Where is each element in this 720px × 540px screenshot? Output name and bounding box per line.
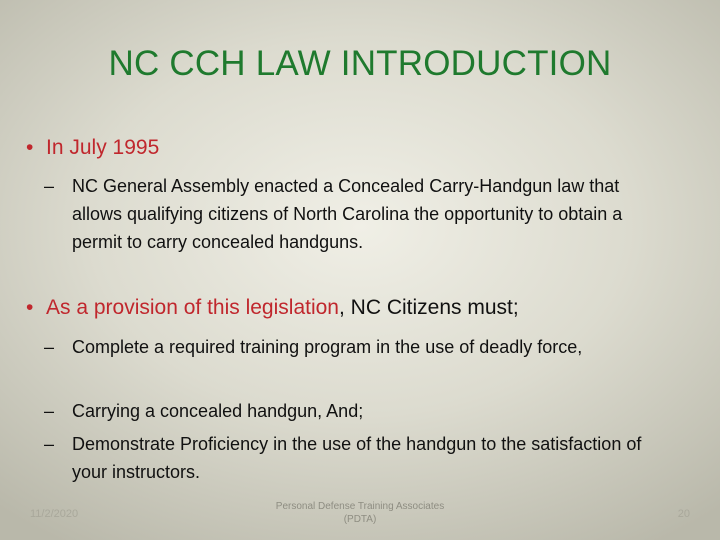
- bullet-text: In July 1995: [46, 136, 160, 159]
- sub-bullet-training: [44, 333, 662, 361]
- dash-icon: –: [44, 337, 55, 357]
- bullet-text-red: As a provision of this legislation: [46, 296, 339, 319]
- sub-bullet-assembly: [44, 172, 662, 256]
- sub-bullet-text: Complete a required training program in the use of deadly force,: [72, 337, 583, 357]
- dash-icon: –: [44, 176, 55, 196]
- sub-bullet-text: Demonstrate Proficiency in the use of the handgun to the satisfaction of your instructors.: [72, 434, 642, 482]
- bullet-dot-icon: •: [26, 296, 34, 319]
- footer-organization: [258, 500, 462, 526]
- bullet-dot-icon: •: [26, 136, 34, 159]
- bullet-text-black: , NC Citizens must;: [339, 296, 519, 319]
- page-number: 20: [677, 508, 690, 520]
- footer-date: 11/2/2020: [30, 508, 79, 520]
- footer-org-line2: (PDTA): [343, 514, 377, 525]
- sub-bullet-text: NC General Assembly enacted a Concealed Carry-Handgun law that allows qualifying citizens of North Carolina the opportunity to obtain a permit to carry concealed handguns.: [72, 176, 623, 252]
- sub-bullet-text: Carrying a concealed handgun, And;: [72, 401, 364, 421]
- sub-bullet-proficiency: [44, 430, 662, 486]
- slide-title: NC CCH LAW INTRODUCTION: [108, 44, 612, 83]
- dash-icon: –: [44, 401, 55, 421]
- bullet-provision: [26, 296, 519, 320]
- bullet-july-1995: [26, 136, 160, 160]
- dash-icon: –: [44, 434, 55, 454]
- footer-org-line1: Personal Defense Training Associates: [275, 501, 445, 512]
- sub-bullet-carrying: [44, 397, 662, 425]
